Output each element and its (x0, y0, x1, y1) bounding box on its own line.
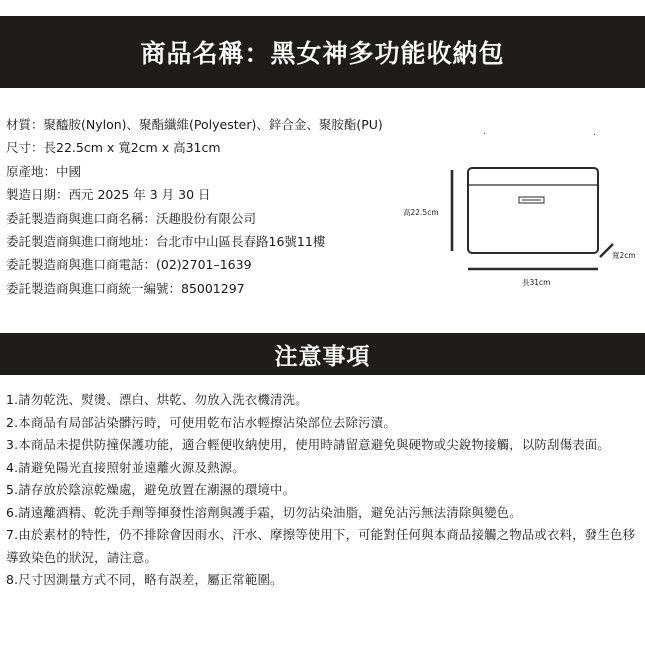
width-dimension-label: 寬2cm (612, 251, 636, 260)
notes-list (6, 389, 642, 592)
spec-company-address: 委託製造商與進口商地址：台北市中山區長春路16號11樓 (6, 233, 326, 249)
product-spec-list (6, 113, 383, 300)
note-item: 1.請勿乾洗、熨燙、漂白、烘乾、勿放入洗衣機清洗。 (6, 392, 308, 407)
note-item: 7.由於素材的特性，仍不排除會因雨水、汗水、摩擦等使用下，可能對任何與本商品接觸之物品或衣料，發生色移導致染色的狀況，請注意。 (6, 527, 636, 565)
spec-company-tax-id: 委託製造商與進口商統一編號：85001297 (6, 280, 245, 296)
length-dimension-label: 長31cm (522, 278, 551, 287)
note-item: 5.請存放於陰涼乾燥處，避免放置在潮濕的環境中。 (6, 482, 296, 497)
spec-size: 尺寸：長22.5cm x 寬2cm x 高31cm (6, 140, 221, 156)
height-dimension-label: 高22.5cm (403, 208, 439, 217)
product-name-banner (0, 16, 645, 88)
pouch-outline (468, 168, 598, 253)
spec-company-phone: 委託製造商與進口商電話：(02)2701–1639 (6, 257, 252, 273)
spec-manufacture-date: 製造日期：西元 2025 年 3 月 30 日 (6, 187, 211, 203)
notes-title: 注意事項 (274, 343, 371, 370)
size-diagram (395, 165, 645, 295)
spec-material: 材質：聚醯胺(Nylon)、聚酯纖維(Polyester)、鋅合金、聚胺酯(PU) (6, 117, 383, 132)
spec-origin: 原產地：中國 (6, 163, 82, 179)
note-item: 6.請遠離酒精、乾洗手劑等揮發性溶劑與護手霜，切勿沾染油脂，避免沾污無法清除與變色。 (6, 504, 522, 520)
note-item: 2.本商品有局部沾染髒污時，可使用乾布沾水輕擦沾染部位去除污漬。 (6, 414, 396, 430)
note-item: 8.尺寸因測量方式不同，略有誤差，屬正常範圍。 (6, 572, 283, 587)
product-name-title: 商品名稱：黑女神多功能收納包 (140, 39, 505, 68)
spec-company-name: 委託製造商與進口商名稱：沃趣股份有限公司 (6, 210, 257, 226)
decorative-dot (484, 133, 485, 134)
decorative-dot (594, 134, 595, 135)
note-item: 3.本商品未提供防撞保護功能，適合輕便收納使用，使用時請留意避免與硬物或尖銳物接觸，以防刮傷表面。 (6, 437, 610, 452)
note-item: 4.請避免陽光直接照射並遠離火源及熱源。 (6, 459, 245, 475)
notes-banner (0, 333, 645, 375)
